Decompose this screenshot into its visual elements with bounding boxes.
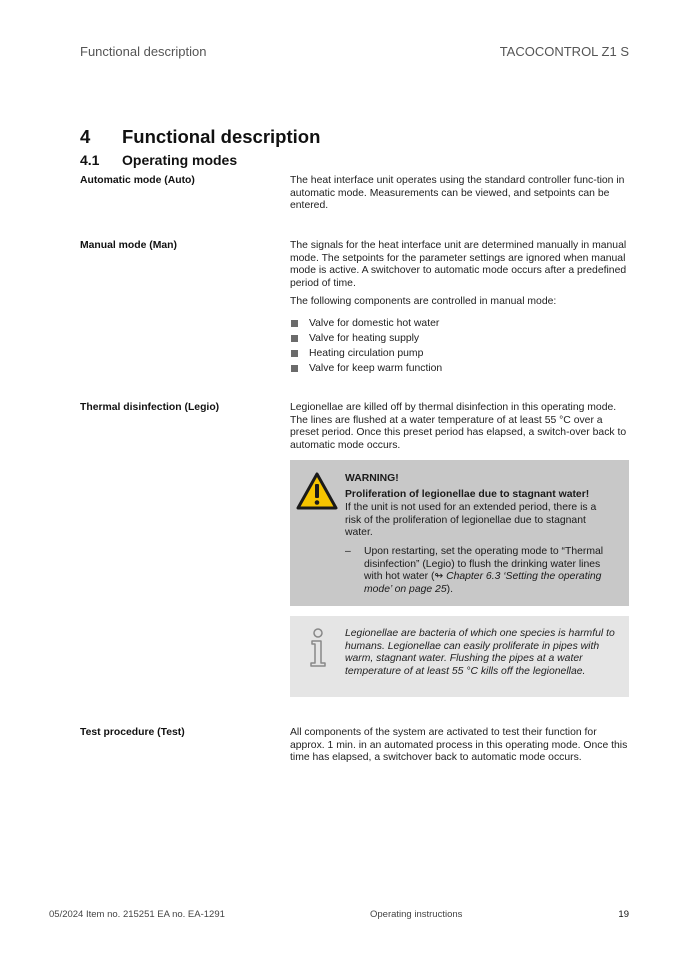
info-text: Legionellae are bacteria of which one species is harmful to humans. Legionellae can easily proliferate in pipes with warm, stagnant water. Flushing the pipes at a water temperature of at least 55 °C kills off the legionellae. <box>345 628 615 677</box>
warning-subtitle: Proliferation of legionellae due to stagnant water! <box>345 488 590 500</box>
list-item: Heating circulation pump <box>290 346 630 361</box>
warning-triangle-icon <box>295 471 339 511</box>
legio-mode-label: Thermal disinfection (Legio) <box>80 402 220 413</box>
warning-step <box>345 546 615 596</box>
bullet-square-icon <box>291 350 298 357</box>
info-icon <box>307 628 329 668</box>
chapter-heading <box>80 126 320 148</box>
section-title: Operating modes <box>122 152 238 168</box>
section-number: 4.1 <box>80 152 100 168</box>
manual-mode-paragraph: The signals for the heat interface unit are determined manually in manual mode. The setpoints for the parameter settings are ignored when manual mode is active. A switchover to automatic mode occurs after a predefined period of time. <box>290 240 627 289</box>
bullet-square-icon <box>291 320 298 327</box>
cross-reference-icon: ↬ <box>434 571 444 583</box>
warning-content <box>345 473 615 596</box>
chapter-reference-link[interactable]: Chapter 6.3 ‘Setting the operating mode’ on page 25 <box>364 571 602 595</box>
chapter-number: 4 <box>80 126 91 147</box>
warning-description: If the unit is not used for an extended period, there is a risk of the proliferation of legionellae due to stagnant water. <box>345 502 597 539</box>
auto-mode-label: Automatic mode (Auto) <box>80 175 195 186</box>
step-dash: – <box>345 545 351 557</box>
running-header-product: TACOCONTROL Z1 S <box>499 44 629 59</box>
test-mode-label: Test procedure (Test) <box>80 727 185 738</box>
manual-mode-text <box>290 240 630 309</box>
list-item: Valve for keep warm function <box>290 361 630 376</box>
auto-mode-text <box>290 175 630 213</box>
manual-mode-label: Manual mode (Man) <box>80 240 177 251</box>
manual-mode-intro: The following components are controlled in manual mode: <box>290 296 557 308</box>
page-number: 19 <box>618 909 629 920</box>
test-mode-text <box>290 727 630 765</box>
step-text: Upon restarting, set the operating mode to “Thermal disinfection” (Legio) to flush the drinking water lines with hot water ( <box>364 545 604 583</box>
legio-mode-text <box>290 402 630 452</box>
warning-title: WARNING! <box>345 473 399 484</box>
info-box <box>290 616 629 697</box>
auto-mode-paragraph: The heat interface unit operates using the standard controller func-tion in automatic mode. Measurements can be viewed, and setpoints can be entered. <box>290 175 625 212</box>
bullet-square-icon <box>291 365 298 372</box>
list-item: Valve for domestic hot water <box>290 316 630 331</box>
bullet-square-icon <box>291 335 298 342</box>
footer-document-type: Operating instructions <box>370 909 463 920</box>
warning-box <box>290 460 629 606</box>
step-end: ). <box>446 583 453 595</box>
test-mode-paragraph: All components of the system are activated to test their function for approx. 1 min. in an automated process in this operating mode. Once this time has elapsed, a switchover back to automatic mode occurs. <box>290 727 628 764</box>
footer-document-info: 05/2024 Item no. 215251 EA no. EA-1291 <box>49 909 225 920</box>
chapter-title: Functional description <box>122 126 321 147</box>
list-item: Valve for heating supply <box>290 331 630 346</box>
manual-components-list <box>290 316 630 376</box>
legio-mode-paragraph: Legionellae are killed off by thermal disinfection in this operating mode. The lines are flushed at a water temperature of at least 55 °C over a preset period. Once this preset period has elapsed, a switch-over back to automatic mode occurs. <box>290 402 627 451</box>
running-header-section: Functional description <box>80 44 207 59</box>
section-heading <box>80 152 237 168</box>
